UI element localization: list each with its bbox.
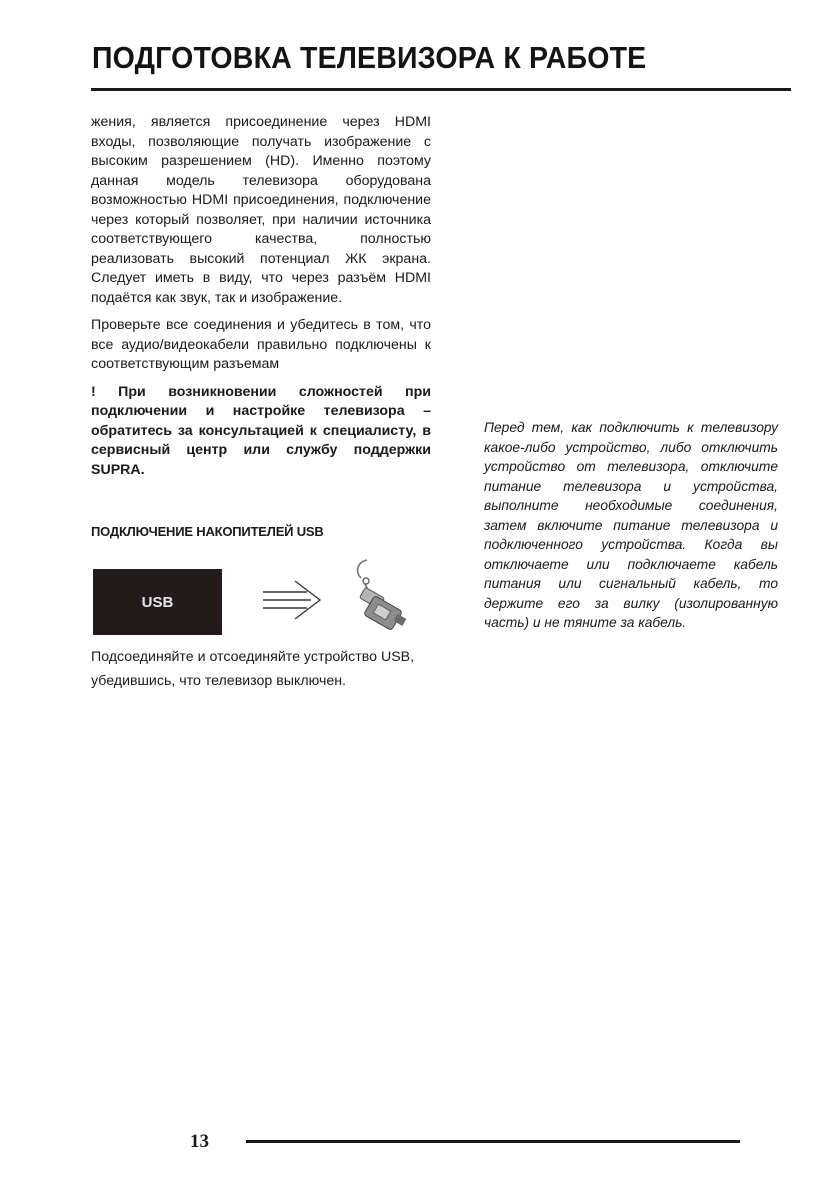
usb-caption: Подсоединяйте и отсоединяйте устройство USB, убедившись, что телевизор выключен. <box>91 649 415 689</box>
usb-port-label: USB <box>141 593 174 611</box>
check-connections-paragraph: Проверьте все соединения и убедитесь в том, что все аудио/видеокабели правильно подключены к соответствующим разъемам <box>91 317 431 372</box>
page-number: 13 <box>190 1131 209 1152</box>
title-divider <box>91 88 791 91</box>
footer-divider <box>246 1140 740 1143</box>
safety-note: Перед тем, как подключить к телевизору какое-либо устройство, либо отключить устройство от телевизора, отключите питание телевизора и устройства, выполните необходимые соединения, затем включите питание телевизора и подключенного устройства. Когда вы отключаете или подключаете кабель питания или сигнальный кабель, то держите его за вилку (изолированную часть) и не тяните за кабель. <box>484 420 778 630</box>
usb-section-heading: ПОДКЛЮЧЕНИЕ НАКОПИТЕЛЕЙ USB <box>91 524 324 539</box>
arrow-right-icon <box>261 578 323 622</box>
hdmi-paragraph: жения, является присоединение через HDMI входы, позволяющие получать изображение с высоким разрешением (HD). Именно поэтому данная модель телевизора оборудована возможностью HDMI присоединения, подключение через который позволяет, при наличии источника соответствующего качества, полностью реализовать высокий потенциал ЖК экрана. Следует иметь в виду, что через разъём HDMI подаётся как звук, так и изображение. <box>91 114 431 306</box>
usb-connection-figure <box>93 556 433 636</box>
usb-port-icon <box>93 569 222 635</box>
page-title: ПОДГОТОВКА ТЕЛЕВИЗОРА К РАБОТЕ <box>92 40 647 75</box>
left-column <box>91 113 431 488</box>
support-warning: ! При возникновении сложностей при подключении и настройке телевизора – обратитесь за консультацией к специалисту, в сервисный центр или службу поддержки SUPRA. <box>91 383 431 478</box>
usb-flash-drive-icon <box>345 556 415 636</box>
